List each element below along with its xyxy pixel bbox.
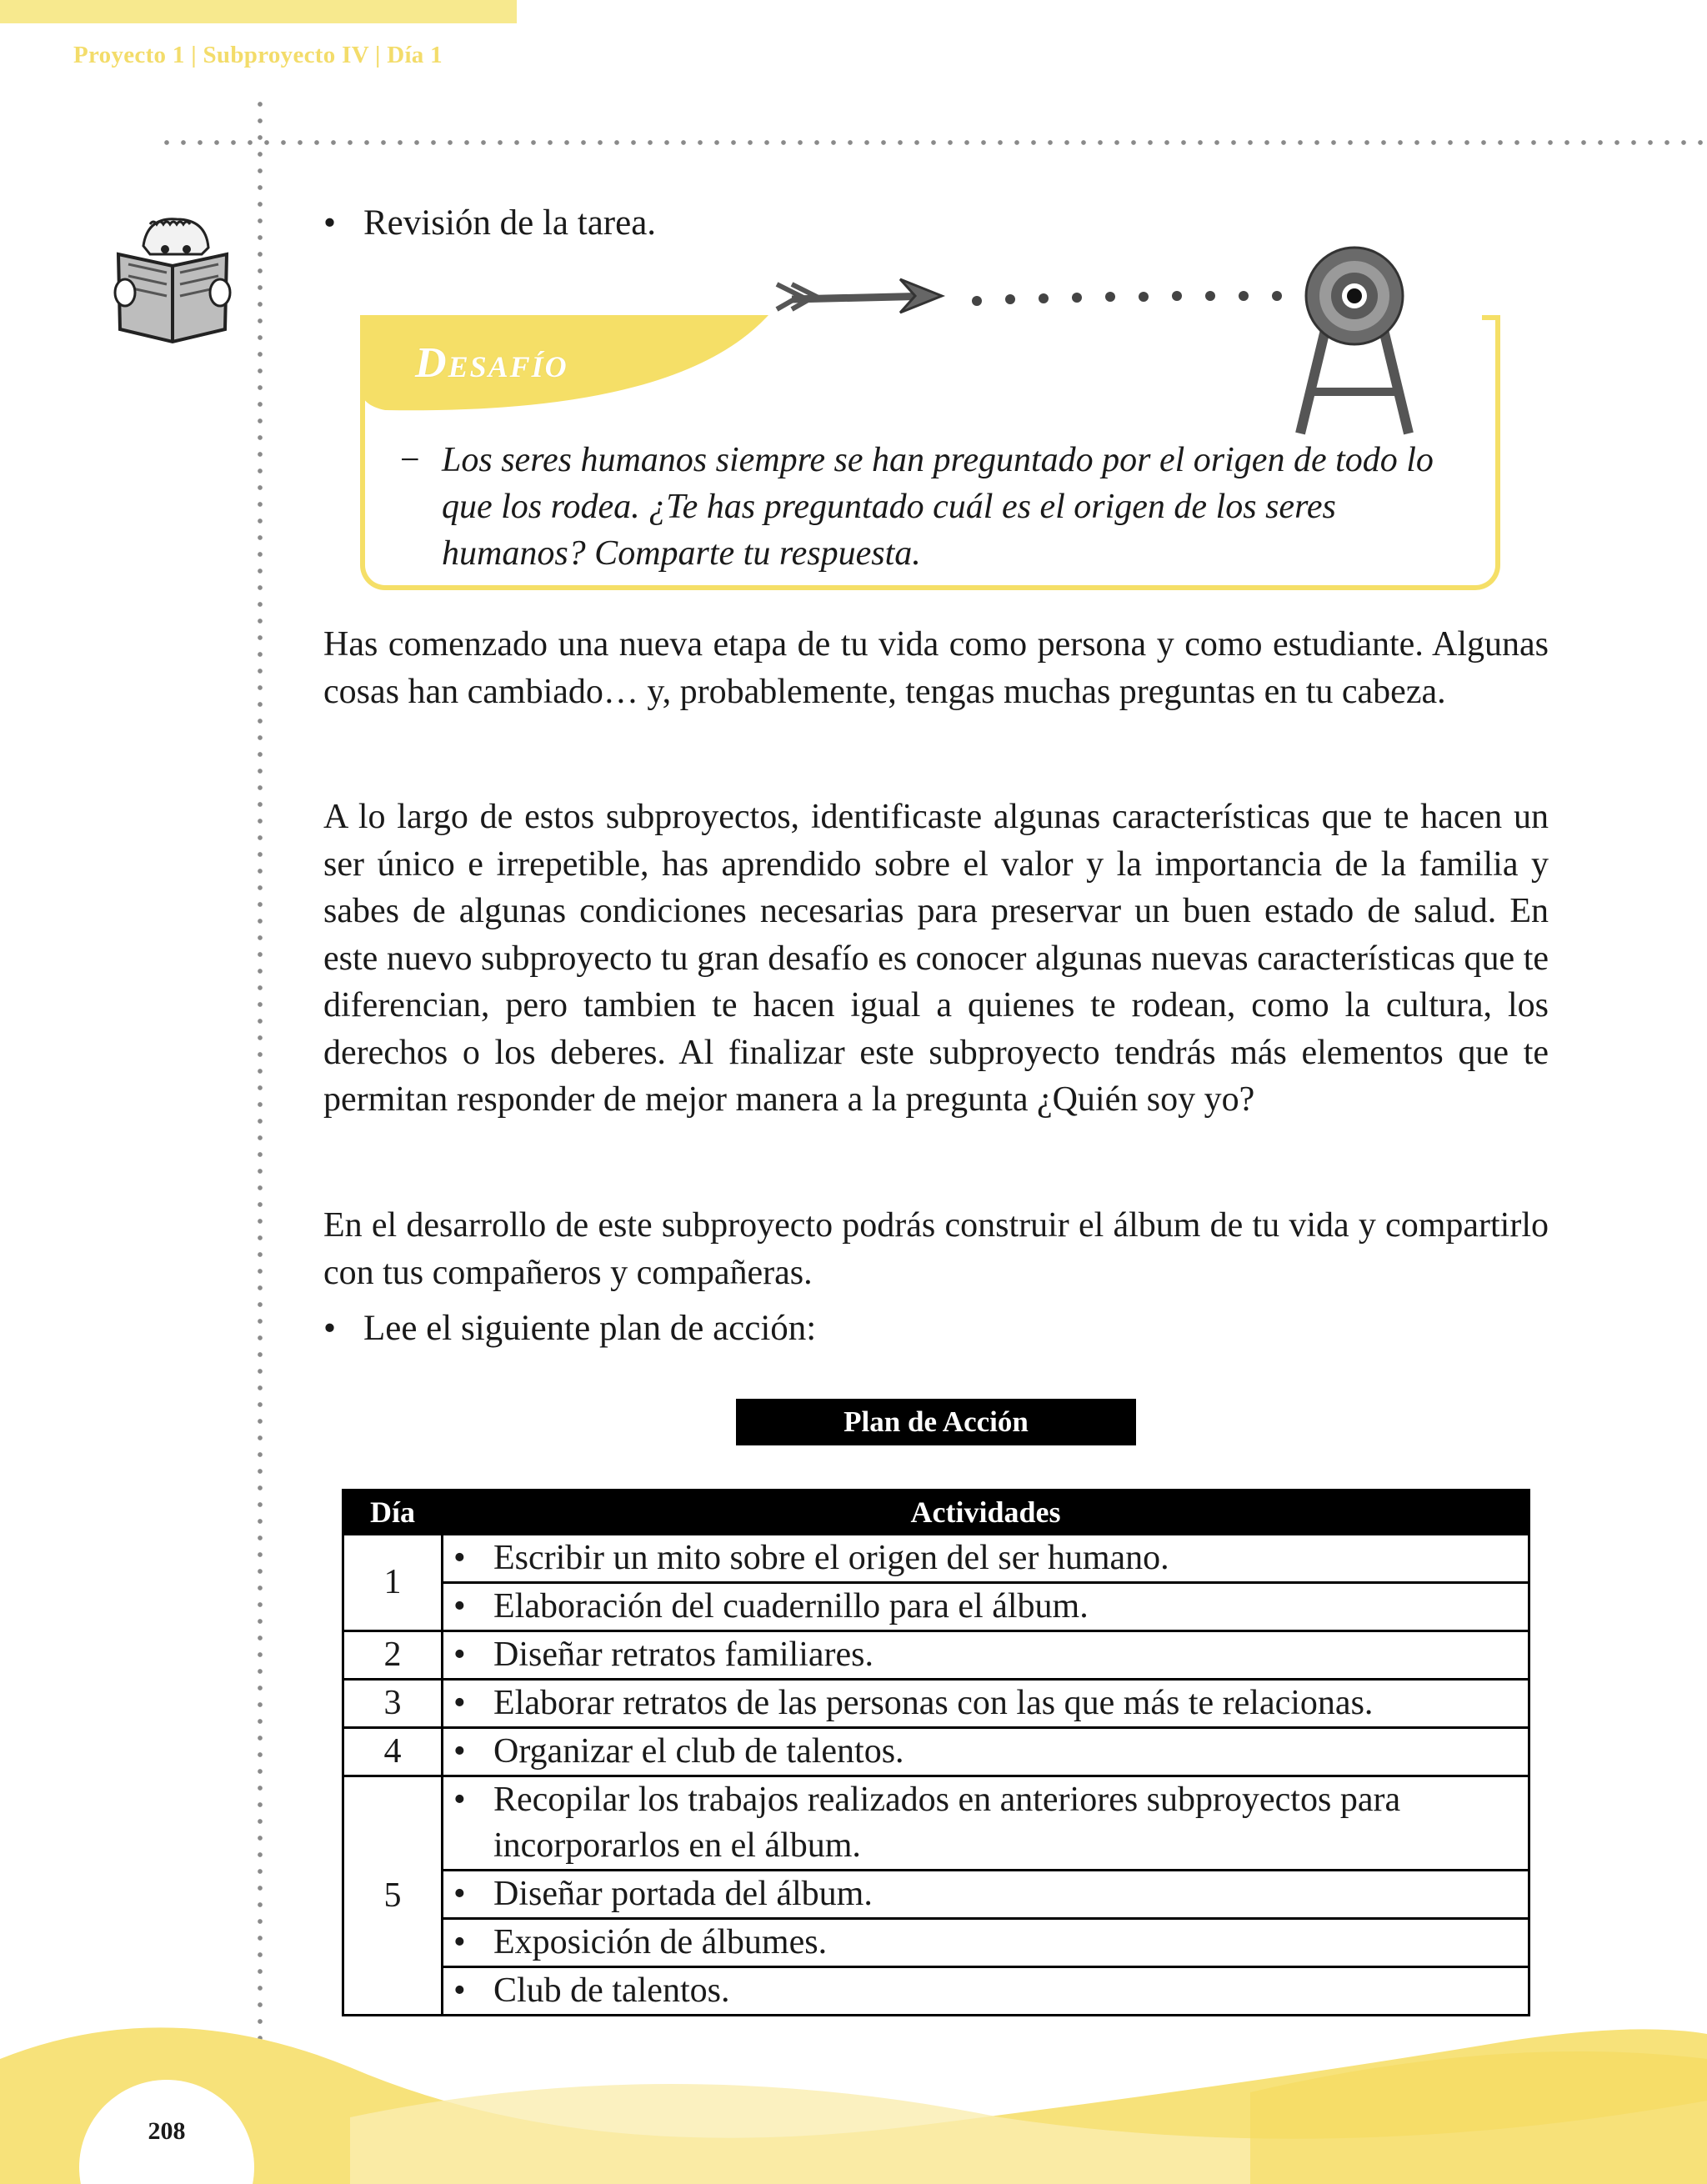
header-day: Día (343, 1490, 443, 1535)
table-row (343, 1631, 1529, 1680)
footer-wave-decoration (0, 2001, 1707, 2184)
bullet-marker: • (323, 1309, 337, 1348)
top-color-band (0, 0, 517, 23)
horizontal-dotted-rule (158, 140, 1707, 145)
paragraph-1: Has comenzado una nueva etapa de tu vida como persona y como estudiante. Algunas cosas han cambiado… y, probablemente, tengas muchas preguntas en tu cabeza. (323, 625, 1549, 711)
table-row (343, 1535, 1529, 1583)
target-icon (1300, 248, 1409, 433)
day-cell: 4 (343, 1728, 443, 1776)
paragraph-3: En el desarrollo de este subproyecto podrás construir el álbum de tu vida y compartirlo con tus compañeros y compañeras. (323, 1206, 1549, 1292)
page-header: Proyecto 1 | Subproyecto IV | Día 1 (73, 42, 443, 68)
arrow-target-illustration (767, 246, 1517, 446)
activity-cell: • Escribir un mito sobre el origen del ser humano. (443, 1535, 1529, 1583)
day-cell: 3 (343, 1680, 443, 1728)
day-cell: 2 (343, 1631, 443, 1680)
paragraph-2: A lo largo de estos subproyectos, identificaste algunas características que te hacen un ser único e irrepetible, has aprendido sobre el valor y la importancia de la familia y sabes de algunas condiciones necesarias para preservar un buen estado de salud. En este nuevo subproyecto tu gran desafío es conocer algunas nuevas características que te diferencian, pero tambien te hacen igual a quienes te rodean, como la cultura, los derechos o los deberes. Al finalizar este subproyecto tendrás más elementos que te permitan responder de mejor manera a la pregunta ¿Quién soy yo? (323, 798, 1549, 1119)
table-row (343, 1776, 1529, 1871)
bullet-marker: • (323, 203, 337, 243)
bullet-lee (323, 1305, 816, 1352)
activity-cell: • Club de talentos. (443, 1967, 1529, 2016)
plan-table (342, 1489, 1530, 2016)
table-row (343, 1919, 1529, 1967)
bullet-revision (323, 200, 656, 247)
bullet-lee-text: Lee el siguiente plan de acción: (363, 1309, 817, 1348)
table-row (343, 1680, 1529, 1728)
page-number: 208 (148, 2117, 186, 2145)
day-cell: 1 (343, 1535, 443, 1631)
activity-cell: • Exposición de álbumes. (443, 1919, 1529, 1967)
activity-cell: • Elaboración del cuadernillo para el álbum. (443, 1583, 1529, 1631)
table-row (343, 1871, 1529, 1919)
plan-title: Plan de Acción (736, 1399, 1136, 1445)
dotted-trail (972, 291, 1282, 306)
table-row (343, 1583, 1529, 1631)
header-activities: Actividades (443, 1490, 1529, 1535)
table-header-row (343, 1490, 1529, 1535)
activity-cell: • Organizar el club de talentos. (443, 1728, 1529, 1776)
activity-cell: • Diseñar retratos familiares. (443, 1631, 1529, 1680)
bullet-revision-text: Revisión de la tarea. (363, 203, 657, 243)
arrow-icon (777, 279, 942, 313)
desafio-question: − Los seres humanos siempre se han preguntado por el origen de todo lo que los rodea. ¿Te has preguntado cuál es el origen de los seres humanos? Comparte tu respuesta. (400, 441, 1434, 573)
desafio-title: DESAFÍO (415, 339, 568, 387)
activity-cell: • Diseñar portada del álbum. (443, 1871, 1529, 1919)
activity-cell: • Elaborar retratos de las personas con las que más te relacionas. (443, 1680, 1529, 1728)
day-cell: 5 (343, 1776, 443, 2016)
activity-cell: • Recopilar los trabajos realizados en anteriores subproyectos para incorporarlos en el álbum. (443, 1776, 1529, 1871)
vertical-dotted-rule (258, 96, 263, 2063)
table-row (343, 1728, 1529, 1776)
reading-child-icon (110, 213, 235, 346)
